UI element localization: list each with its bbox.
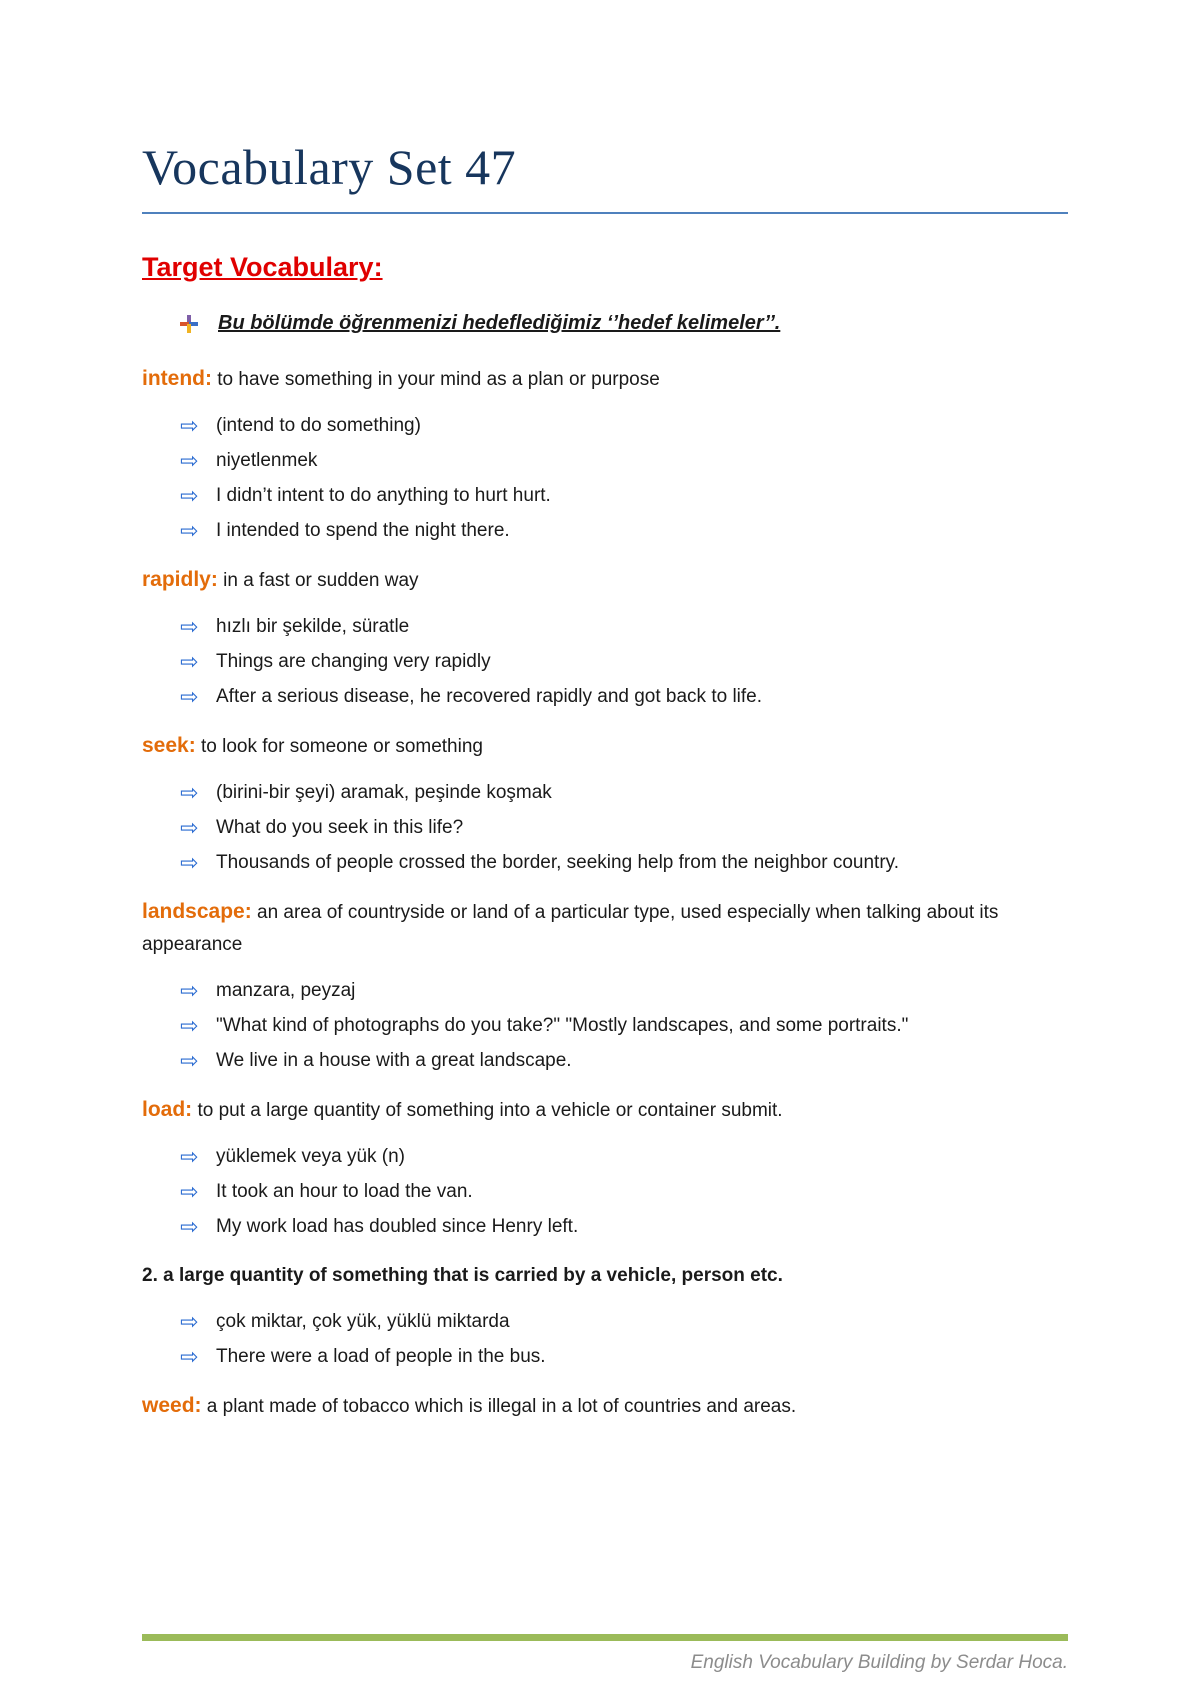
list-item-text: (intend to do something) bbox=[216, 414, 421, 436]
list-item-text: There were a load of people in the bus. bbox=[216, 1345, 546, 1367]
vocab-term: load: bbox=[142, 1098, 193, 1121]
right-arrow-icon: ⇨ bbox=[180, 613, 199, 639]
list-item bbox=[180, 1339, 1068, 1374]
example-list bbox=[180, 1304, 1068, 1374]
list-item-text: yüklemek veya yük (n) bbox=[216, 1145, 406, 1167]
list-item-text: My work load has doubled since Henry left. bbox=[216, 1215, 579, 1237]
vocab-definition: to look for someone or something bbox=[195, 736, 483, 757]
right-arrow-icon: ⇨ bbox=[180, 683, 199, 709]
right-arrow-icon: ⇨ bbox=[180, 1012, 199, 1038]
right-arrow-icon: ⇨ bbox=[180, 1178, 199, 1204]
list-item-text: I intended to spend the night there. bbox=[216, 519, 510, 541]
list-item-text: Things are changing very rapidly bbox=[216, 650, 491, 672]
right-arrow-icon: ⇨ bbox=[180, 447, 199, 473]
right-arrow-icon: ⇨ bbox=[180, 1343, 199, 1369]
four-point-star-icon bbox=[180, 315, 198, 333]
vocab-sense: 2. a large quantity of something that is carried by a vehicle, person etc. bbox=[142, 1265, 783, 1286]
list-item bbox=[180, 1008, 1068, 1043]
example-list bbox=[180, 609, 1068, 714]
vocab-term: intend: bbox=[142, 367, 212, 390]
list-item bbox=[180, 845, 1068, 880]
example-list bbox=[180, 1139, 1068, 1244]
example-list bbox=[180, 973, 1068, 1078]
right-arrow-icon: ⇨ bbox=[180, 412, 199, 438]
right-arrow-icon: ⇨ bbox=[180, 517, 199, 543]
list-item-text: We live in a house with a great landscape. bbox=[216, 1049, 572, 1071]
list-item bbox=[180, 775, 1068, 810]
list-item-text: çok miktar, çok yük, yüklü miktarda bbox=[216, 1310, 510, 1332]
list-item bbox=[180, 1174, 1068, 1209]
list-item-text: Thousands of people crossed the border, seeking help from the neighbor country. bbox=[216, 851, 900, 873]
list-item bbox=[180, 810, 1068, 845]
vocab-definition: to put a large quantity of something into a vehicle or container submit. bbox=[192, 1100, 783, 1121]
vocab-entry bbox=[142, 564, 1068, 714]
list-item bbox=[180, 1043, 1068, 1078]
list-item bbox=[180, 443, 1068, 478]
vocab-term: seek: bbox=[142, 734, 196, 757]
subtitle-row bbox=[180, 312, 780, 335]
term-line bbox=[142, 1094, 1068, 1127]
vocab-definition: an area of countryside or land of a particular type, used especially when talking about its appearance bbox=[142, 902, 999, 955]
term-line bbox=[142, 564, 1068, 597]
vocab-entry bbox=[142, 1094, 1068, 1244]
vocab-term: rapidly: bbox=[142, 568, 218, 591]
footer-rule bbox=[142, 1634, 1068, 1641]
vocab-definition: in a fast or sudden way bbox=[217, 570, 419, 591]
vocab-entry bbox=[142, 730, 1068, 880]
right-arrow-icon: ⇨ bbox=[180, 482, 199, 508]
term-line bbox=[142, 1390, 1068, 1423]
vocabulary-list bbox=[142, 363, 1068, 1439]
vocab-term: weed: bbox=[142, 1394, 202, 1417]
vocab-entry bbox=[142, 1260, 1068, 1374]
term-line bbox=[142, 896, 1068, 961]
list-item bbox=[180, 478, 1068, 513]
list-item-text: manzara, peyzaj bbox=[216, 979, 356, 1001]
title-underline bbox=[142, 212, 1068, 214]
list-item-text: It took an hour to load the van. bbox=[216, 1180, 473, 1202]
example-list bbox=[180, 408, 1068, 548]
list-item bbox=[180, 513, 1068, 548]
vocab-entry bbox=[142, 896, 1068, 1078]
vocab-definition: a plant made of tobacco which is illegal in a lot of countries and areas. bbox=[201, 1396, 797, 1417]
vocab-entry bbox=[142, 363, 1068, 548]
right-arrow-icon: ⇨ bbox=[180, 814, 199, 840]
right-arrow-icon: ⇨ bbox=[180, 1143, 199, 1169]
term-line bbox=[142, 363, 1068, 396]
list-item-text: What do you seek in this life? bbox=[216, 816, 464, 838]
list-item bbox=[180, 609, 1068, 644]
section-heading: Target Vocabulary: bbox=[142, 252, 383, 282]
list-item bbox=[180, 1209, 1068, 1244]
vocab-term: landscape: bbox=[142, 900, 252, 923]
vocab-entry bbox=[142, 1390, 1068, 1423]
example-list bbox=[180, 775, 1068, 880]
list-item-text: hızlı bir şekilde, süratle bbox=[216, 615, 410, 637]
right-arrow-icon: ⇨ bbox=[180, 1308, 199, 1334]
right-arrow-icon: ⇨ bbox=[180, 977, 199, 1003]
right-arrow-icon: ⇨ bbox=[180, 1047, 199, 1073]
right-arrow-icon: ⇨ bbox=[180, 849, 199, 875]
list-item-text: niyetlenmek bbox=[216, 449, 318, 471]
right-arrow-icon: ⇨ bbox=[180, 779, 199, 805]
right-arrow-icon: ⇨ bbox=[180, 648, 199, 674]
subtitle-text: Bu bölümde öğrenmenizi hedeflediğimiz ‘’hedef kelimeler’’. bbox=[218, 312, 781, 334]
page-title: Vocabulary Set 47 bbox=[142, 139, 517, 195]
list-item-text: "What kind of photographs do you take?" "Mostly landscapes, and some portraits." bbox=[216, 1014, 909, 1036]
list-item-text: (birini-bir şeyi) aramak, peşinde koşmak bbox=[216, 781, 552, 803]
list-item bbox=[180, 973, 1068, 1008]
right-arrow-icon: ⇨ bbox=[180, 1213, 199, 1239]
footer-text: English Vocabulary Building by Serdar Hoca. bbox=[690, 1652, 1068, 1673]
list-item bbox=[180, 679, 1068, 714]
vocab-definition: to have something in your mind as a plan or purpose bbox=[211, 369, 660, 390]
list-item bbox=[180, 1304, 1068, 1339]
list-item bbox=[180, 644, 1068, 679]
list-item bbox=[180, 408, 1068, 443]
list-item bbox=[180, 1139, 1068, 1174]
list-item-text: After a serious disease, he recovered rapidly and got back to life. bbox=[216, 685, 763, 707]
list-item-text: I didn’t intent to do anything to hurt hurt. bbox=[216, 484, 551, 506]
term-line bbox=[142, 730, 1068, 763]
